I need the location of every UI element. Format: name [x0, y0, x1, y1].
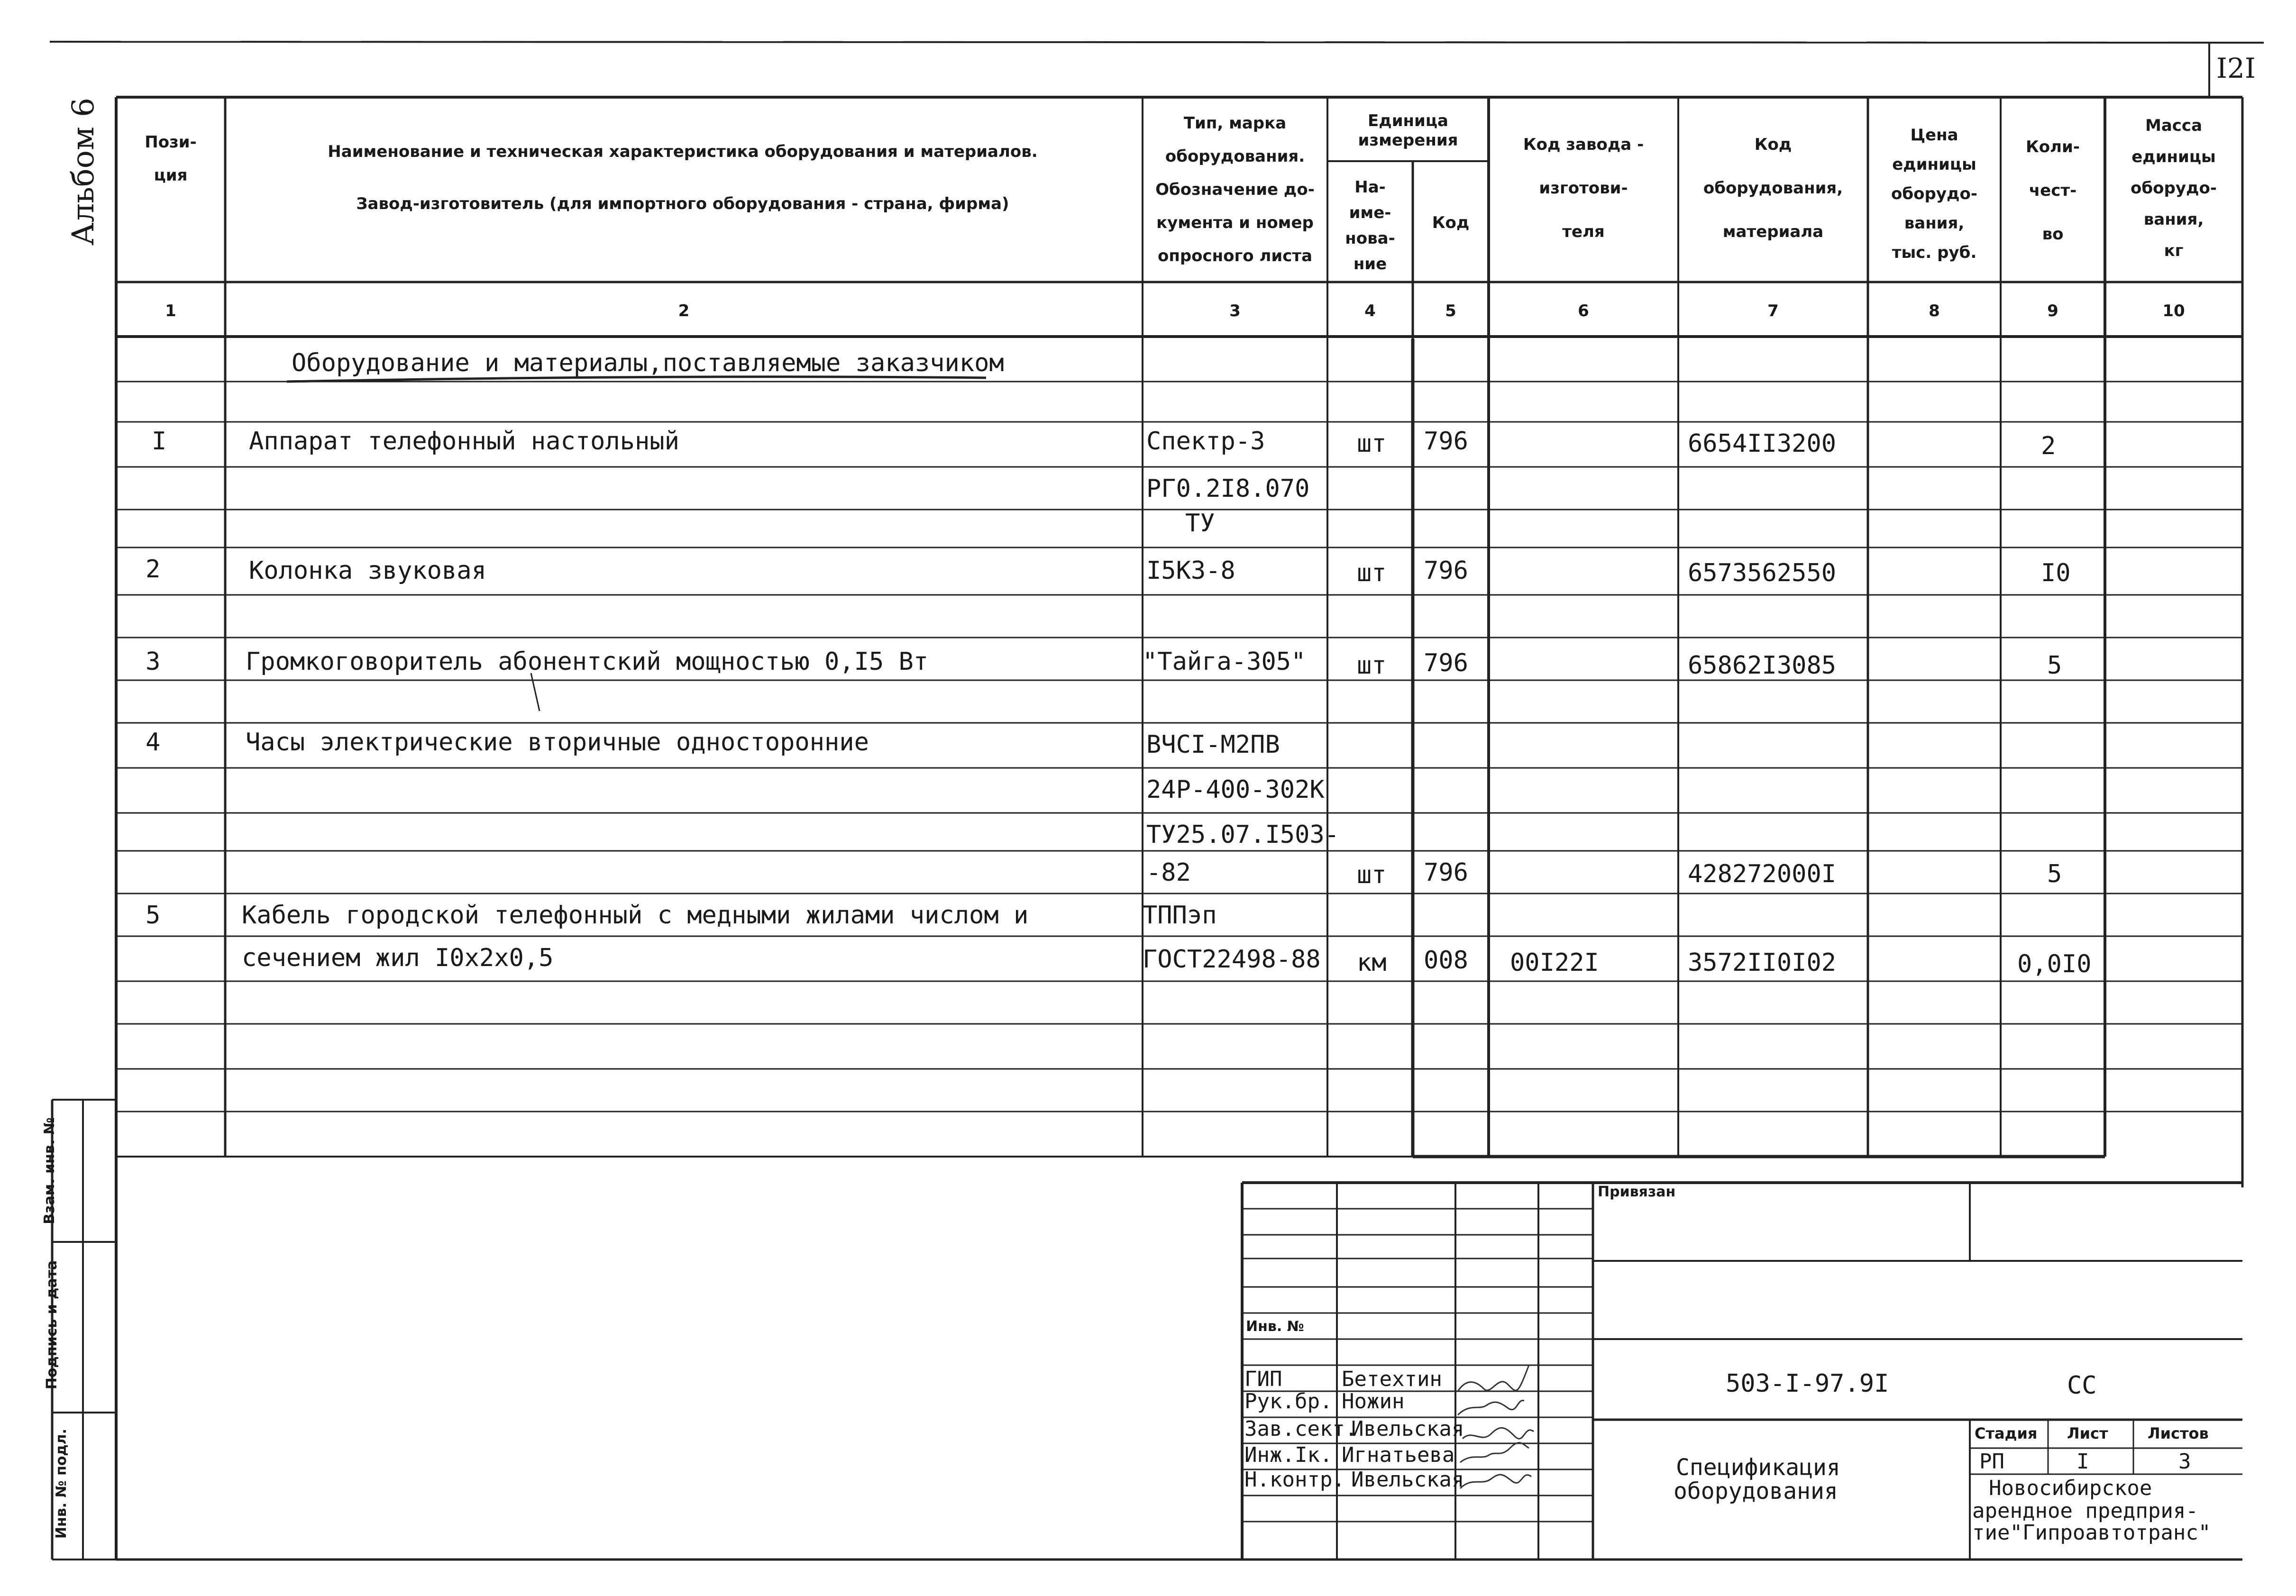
col-number-4: 4: [1364, 301, 1376, 320]
row2-type: I5КЗ-8: [1146, 556, 1235, 585]
col-number-8: 8: [1929, 301, 1940, 320]
inv-no-label: Инв. №: [1246, 1318, 1304, 1335]
row2-qty: I0: [2041, 559, 2071, 587]
row1-unit: шт: [1357, 429, 1387, 458]
sheet-label: Лист: [2067, 1424, 2108, 1442]
col-number-1: 1: [165, 301, 176, 320]
person-name-rukbr: Ножин: [1342, 1389, 1405, 1414]
header-factory-code: Код завода - изготови- теля: [1523, 135, 1644, 241]
row2-name: Колонка звуковая: [249, 556, 486, 585]
row5-factory: 00I22I: [1510, 948, 1599, 977]
row5-name: Кабель городской телефонный с медными жилами числом и: [242, 901, 1029, 930]
row5b-name: сечением жил I0х2х0,5: [242, 944, 554, 972]
header-type: Тип, марка оборудования. Обозначение до- кумента и номер опросного листа: [1155, 114, 1315, 265]
document-mark: СС: [2067, 1371, 2097, 1400]
row4d-type: -82: [1146, 858, 1191, 887]
organization-line-2: арендное предприя-: [1972, 1499, 2198, 1523]
organization-line-1: Новосибирское: [1989, 1476, 2152, 1500]
header-position: Пози- ция: [145, 133, 197, 185]
col-number-6: 6: [1578, 301, 1589, 320]
sheet-value: I: [2076, 1450, 2089, 1474]
person-name-zavsekt: Ивельская: [1351, 1417, 1464, 1441]
sheets-value: 3: [2178, 1450, 2191, 1474]
header-mass: Масса единицы оборудо- вания, кг: [2131, 116, 2217, 260]
header-quantity: Коли- чест- во: [2026, 137, 2080, 244]
row5-unit: км: [1357, 948, 1387, 977]
row2-material: 6573562550: [1688, 559, 1837, 587]
col-number-7: 7: [1767, 301, 1779, 320]
person-name-gip: Бетехтин: [1342, 1367, 1442, 1391]
row5-type: ТППэп: [1143, 901, 1217, 930]
row4-name: Часы электрические вторичные односторонние: [246, 728, 869, 757]
row5-code: 008: [1424, 946, 1468, 975]
row3-qty: 5: [2047, 651, 2062, 680]
person-role-rukbr: Рук.бр.: [1244, 1389, 1333, 1414]
row1-code: 796: [1424, 427, 1468, 456]
row3-name: Громкоговоритель абонентский мощностью 0,I5 Вт: [246, 648, 929, 676]
row5-type2: ГОСТ22498-88: [1143, 945, 1321, 974]
person-role-gip: ГИП: [1244, 1367, 1282, 1391]
header-name: Наименование и техническая характеристика оборудования и материалов. Завод-изготовитель (для импортного оборудования - страна, фирма): [328, 142, 1038, 213]
stamp-inv-original: Инв. № подл.: [53, 1428, 70, 1539]
row2-position: 2: [146, 555, 161, 584]
row1b-type: РГ0.2I8.070: [1146, 474, 1310, 503]
header-material-code: Код оборудования, материала: [1703, 135, 1843, 241]
col-number-10: 10: [2162, 301, 2185, 320]
row4c-type: ТУ25.07.I503-: [1146, 821, 1339, 849]
row5-qty: 0,0I0: [2017, 950, 2092, 978]
row3-code: 796: [1424, 649, 1468, 677]
col-number-9: 9: [2047, 301, 2058, 320]
row4-type: ВЧСI-М2ПВ: [1146, 730, 1280, 759]
row4-position: 4: [146, 728, 161, 757]
document-code: 503-I-97.9I: [1726, 1369, 1889, 1398]
sheets-label: Листов: [2148, 1424, 2209, 1442]
row1-material: 6654II3200: [1688, 429, 1837, 458]
row5-material: 3572II0I02: [1688, 948, 1837, 977]
row3-position: 3: [146, 648, 161, 676]
row1-type: Спектр-3: [1146, 427, 1265, 456]
privyazan-label: Привязан: [1598, 1184, 1676, 1200]
stage-value: РП: [1979, 1450, 2004, 1474]
row1c-type: ТУ: [1185, 509, 1215, 538]
col-number-2: 2: [678, 301, 690, 320]
row2-code: 796: [1424, 556, 1468, 585]
organization-line-3: тие"Гипроавтотранс": [1972, 1521, 2211, 1545]
album-label: Альбом 6: [65, 98, 101, 246]
col-number-3: 3: [1229, 301, 1241, 320]
stage-label: Стадия: [1975, 1424, 2038, 1442]
row4-unit: шт: [1357, 861, 1387, 889]
person-name-nkontr: Ивельская: [1351, 1468, 1464, 1492]
row5-position: 5: [146, 901, 161, 930]
row3-material: 65862I3085: [1688, 651, 1837, 680]
section-title: Оборудование и материалы,поставляемые заказчиком: [292, 349, 1004, 377]
document-title-2: оборудования: [1674, 1478, 1838, 1505]
header-unit-code: Код: [1432, 213, 1470, 232]
stamp-replaced-inv: Взам. инв. №: [41, 1117, 58, 1224]
row3-type: "Тайга-305": [1143, 648, 1306, 676]
header-price: Цена единицы оборудо- вания, тыс. руб.: [1891, 126, 1977, 262]
row1-position: I: [152, 427, 167, 456]
row4b-type: 24Р-400-302К: [1146, 775, 1325, 804]
person-name-inzh: Игнатьева: [1342, 1443, 1455, 1467]
row1-name: Аппарат телефонный настольный: [249, 427, 679, 456]
row4-code: 796: [1424, 858, 1468, 887]
row4-qty: 5: [2047, 860, 2062, 888]
person-role-zavsekt: Зав.сект.: [1244, 1417, 1358, 1441]
col-number-5: 5: [1445, 301, 1456, 320]
row3-unit: шт: [1357, 651, 1387, 680]
stamp-signature-date: Подпись и дата: [44, 1260, 60, 1390]
sheet-number: I2I: [2216, 52, 2256, 84]
document-title-1: Спецификация: [1676, 1454, 1840, 1481]
row2-unit: шт: [1357, 559, 1387, 587]
header-unit-name: На- име- нова- ние: [1345, 178, 1395, 274]
row1-qty: 2: [2041, 432, 2056, 460]
header-unit: Единица измерения: [1358, 111, 1458, 150]
row4-material: 428272000I: [1688, 860, 1837, 888]
person-role-inzh: Инж.Iк.: [1244, 1443, 1333, 1467]
person-role-nkontr: Н.контр.: [1244, 1468, 1345, 1492]
